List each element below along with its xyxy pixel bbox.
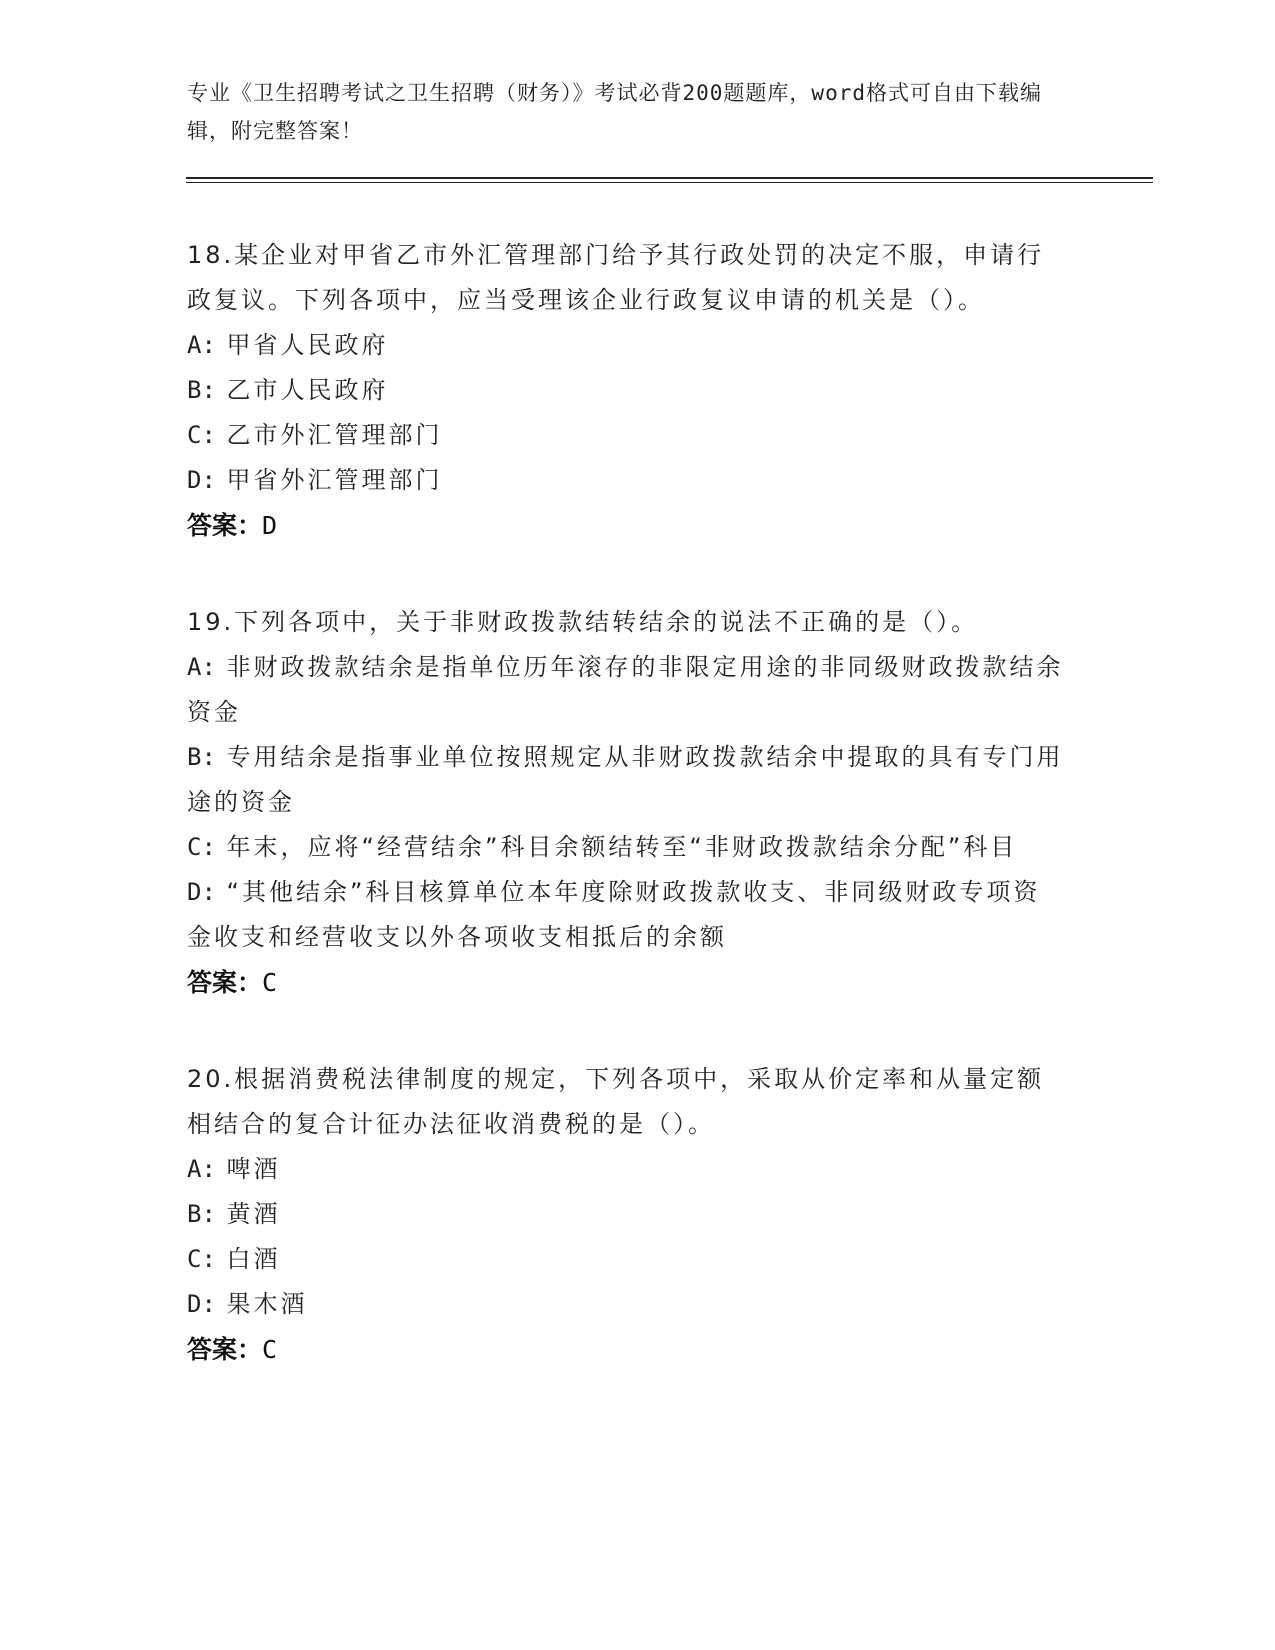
option-text: 非财政拨款结余是指单位历年滚存的非限定用途的非同级财政拨款结余资金 — [187, 653, 1064, 726]
answer-label: 答案： — [187, 511, 263, 540]
header-divider-thin — [186, 182, 1153, 183]
option-prefix: B: — [187, 1200, 216, 1228]
option-b — [187, 368, 1067, 413]
option-text: 乙市人民政府 — [226, 376, 389, 404]
document-header: 专业《卫生招聘考试之卫生招聘（财务）》考试必背200题题库，word格式可自由下载编辑，附完整答案！ — [187, 81, 1042, 143]
answer-label: 答案： — [187, 968, 263, 997]
option-prefix: D: — [187, 878, 216, 906]
answer-value: C — [262, 1335, 278, 1364]
answer-label: 答案： — [187, 1335, 263, 1364]
option-c — [187, 825, 1067, 870]
answer-value: D — [262, 511, 278, 540]
option-prefix: B: — [187, 376, 216, 404]
option-text: 专用结余是指事业单位按照规定从非财政拨款结余中提取的具有专门用途的资金 — [187, 743, 1064, 816]
answer-line — [187, 503, 1067, 548]
option-b — [187, 735, 1067, 825]
option-b — [187, 1192, 1067, 1237]
answer-line — [187, 1327, 1067, 1372]
option-text: 甲省外汇管理部门 — [226, 466, 443, 494]
option-d — [187, 870, 1067, 960]
answer-value: C — [262, 968, 278, 997]
question-20 — [187, 1057, 1067, 1372]
option-prefix: C: — [187, 1245, 216, 1273]
option-prefix: C: — [187, 421, 216, 449]
question-stem: 18.某企业对甲省乙市外汇管理部门给予其行政处罚的决定不服，申请行政复议。下列各项中，应当受理该企业行政复议申请的机关是（）。 — [187, 241, 1045, 314]
option-d — [187, 1282, 1067, 1327]
question-stem: 20.根据消费税法律制度的规定，下列各项中，采取从价定率和从量定额相结合的复合计征办法征收消费税的是（）。 — [187, 1065, 1045, 1138]
option-a — [187, 1147, 1067, 1192]
question-19 — [187, 600, 1067, 1005]
option-text: 黄酒 — [226, 1200, 281, 1228]
question-18 — [187, 233, 1067, 548]
question-list — [187, 233, 1067, 1424]
option-d — [187, 458, 1067, 503]
answer-line — [187, 960, 1067, 1005]
option-text: 果木酒 — [226, 1290, 308, 1318]
option-a — [187, 323, 1067, 368]
option-c — [187, 413, 1067, 458]
option-prefix: C: — [187, 833, 216, 861]
option-text: 年末，应将“经营结余”科目余额结转至“非财政拨款结余分配”科目 — [226, 833, 1018, 861]
option-text: “其他结余”科目核算单位本年度除财政拨款收支、非同级财政专项资金收支和经营收支以外各项收支相抵后的余额 — [187, 878, 1041, 951]
question-stem: 19.下列各项中，关于非财政拨款结转结余的说法不正确的是（）。 — [187, 608, 979, 636]
option-text: 啤酒 — [226, 1155, 281, 1183]
option-prefix: D: — [187, 1290, 216, 1318]
option-a — [187, 645, 1067, 735]
option-prefix: D: — [187, 466, 216, 494]
header-divider-thick — [186, 177, 1153, 179]
option-text: 白酒 — [226, 1245, 281, 1273]
option-text: 甲省人民政府 — [226, 331, 389, 359]
option-prefix: A: — [187, 653, 216, 681]
option-prefix: A: — [187, 1155, 216, 1183]
option-prefix: A: — [187, 331, 216, 359]
option-text: 乙市外汇管理部门 — [226, 421, 443, 449]
option-c — [187, 1237, 1067, 1282]
option-prefix: B: — [187, 743, 216, 771]
